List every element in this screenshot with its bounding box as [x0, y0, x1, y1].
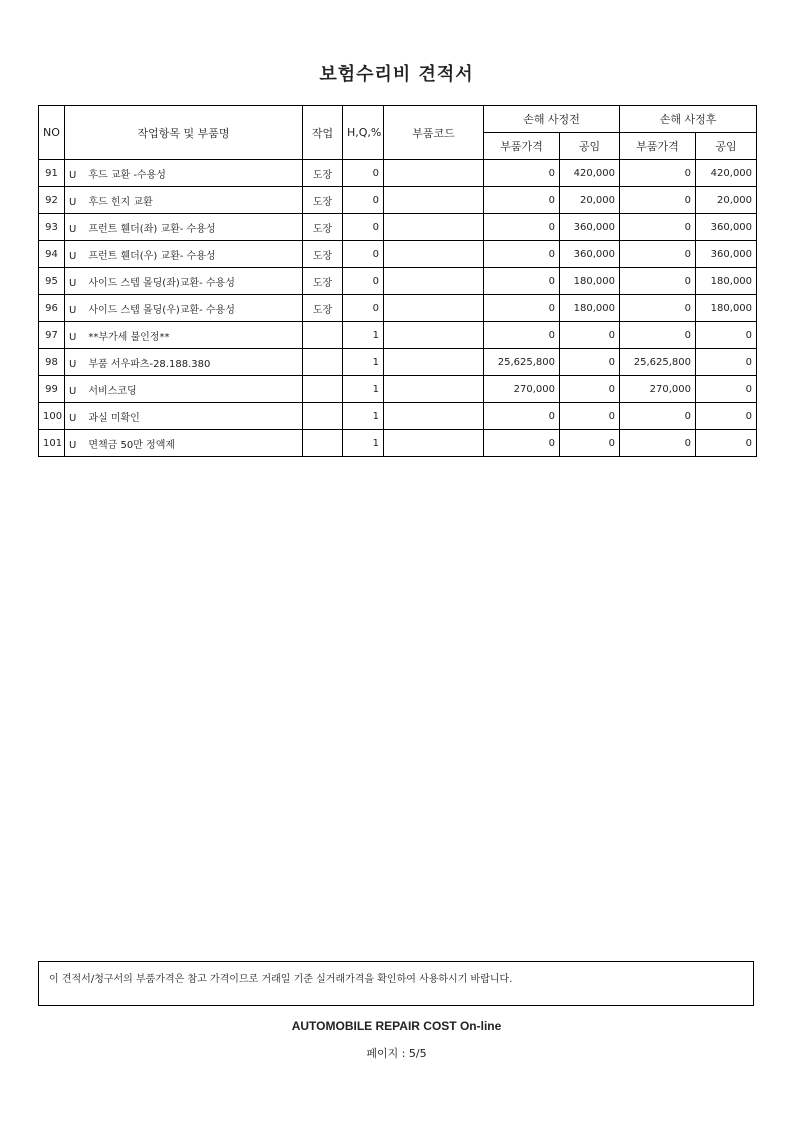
col-header-before-labor: 공임	[560, 133, 620, 160]
table-row	[39, 214, 757, 241]
row-flag: U	[69, 223, 77, 235]
row-flag: U	[69, 439, 77, 451]
row-flag: U	[69, 169, 77, 181]
row-after-part-price: 0	[620, 187, 696, 214]
row-work	[303, 430, 343, 457]
row-item-name: 서비스코딩	[88, 385, 137, 397]
row-before-part-price: 0	[484, 241, 560, 268]
row-before-labor: 0	[560, 430, 620, 457]
row-no: 91	[39, 160, 65, 187]
row-before-part-price: 0	[484, 160, 560, 187]
row-part-code	[384, 160, 484, 187]
row-work	[303, 349, 343, 376]
row-part-code	[384, 214, 484, 241]
table-row	[39, 349, 757, 376]
row-before-part-price: 270,000	[484, 376, 560, 403]
col-header-after-labor: 공임	[696, 133, 757, 160]
row-item-name: 후드 교환 -수용성	[88, 169, 166, 181]
row-hq: 1	[343, 322, 384, 349]
table-row	[39, 268, 757, 295]
table-row	[39, 241, 757, 268]
row-no: 101	[39, 430, 65, 457]
row-before-part-price: 0	[484, 187, 560, 214]
row-flag: U	[69, 331, 77, 343]
row-item	[65, 430, 303, 457]
row-hq: 0	[343, 214, 384, 241]
row-no: 95	[39, 268, 65, 295]
row-part-code	[384, 430, 484, 457]
row-after-labor: 0	[696, 376, 757, 403]
row-work: 도장	[303, 160, 343, 187]
row-flag: U	[69, 250, 77, 262]
table-row	[39, 322, 757, 349]
row-flag: U	[69, 358, 77, 370]
row-after-labor: 0	[696, 430, 757, 457]
row-item	[65, 376, 303, 403]
document-title: 보험수리비 견적서	[319, 64, 474, 85]
row-before-labor: 420,000	[560, 160, 620, 187]
row-item-name: 프런트 휀더(좌) 교환- 수용성	[88, 223, 216, 235]
row-hq: 1	[343, 430, 384, 457]
row-before-labor: 360,000	[560, 214, 620, 241]
row-before-labor: 0	[560, 403, 620, 430]
col-header-item: 작업항목 및 부품명	[65, 106, 303, 160]
row-flag: U	[69, 385, 77, 397]
price-notice: 이 견적서/청구서의 부품가격은 참고 가격이므로 거래일 기준 실거래가격을 확인하여 사용하시기 바랍니다.	[38, 961, 754, 1006]
row-item-name: 과실 미확인	[88, 412, 140, 424]
row-hq: 1	[343, 403, 384, 430]
row-no: 99	[39, 376, 65, 403]
col-header-no: NO	[39, 106, 65, 160]
row-flag: U	[69, 304, 77, 316]
row-after-part-price: 270,000	[620, 376, 696, 403]
col-header-hq: H,Q,%	[343, 106, 384, 160]
row-after-part-price: 0	[620, 241, 696, 268]
table-row	[39, 187, 757, 214]
row-part-code	[384, 268, 484, 295]
row-item-name: 부품 서우파츠-28.188.380	[88, 358, 211, 370]
row-before-labor: 0	[560, 376, 620, 403]
row-after-part-price: 0	[620, 214, 696, 241]
row-flag: U	[69, 277, 77, 289]
col-header-before-adjust: 손해 사정전	[484, 106, 620, 133]
row-item	[65, 214, 303, 241]
row-item	[65, 268, 303, 295]
row-after-part-price: 0	[620, 322, 696, 349]
row-after-labor: 0	[696, 322, 757, 349]
row-after-part-price: 0	[620, 430, 696, 457]
row-after-labor: 420,000	[696, 160, 757, 187]
row-no: 94	[39, 241, 65, 268]
row-before-labor: 180,000	[560, 268, 620, 295]
row-after-part-price: 0	[620, 160, 696, 187]
row-after-labor: 20,000	[696, 187, 757, 214]
row-before-part-price: 0	[484, 214, 560, 241]
col-header-part-code: 부품코드	[384, 106, 484, 160]
row-before-part-price: 0	[484, 268, 560, 295]
row-after-labor: 0	[696, 349, 757, 376]
row-no: 93	[39, 214, 65, 241]
row-hq: 0	[343, 268, 384, 295]
row-hq: 0	[343, 295, 384, 322]
row-no: 96	[39, 295, 65, 322]
row-before-labor: 20,000	[560, 187, 620, 214]
row-work: 도장	[303, 241, 343, 268]
row-hq: 0	[343, 160, 384, 187]
row-item	[65, 295, 303, 322]
row-hq: 0	[343, 187, 384, 214]
estimate-rows	[39, 160, 757, 457]
row-before-part-price: 0	[484, 295, 560, 322]
row-work	[303, 403, 343, 430]
footer-brand: AUTOMOBILE REPAIR COST On-line	[291, 1019, 502, 1033]
row-work: 도장	[303, 295, 343, 322]
row-before-labor: 0	[560, 349, 620, 376]
row-item-name: **부가세 불인정**	[88, 331, 170, 343]
row-work: 도장	[303, 187, 343, 214]
table-row	[39, 295, 757, 322]
row-no: 98	[39, 349, 65, 376]
table-row	[39, 430, 757, 457]
page-number: 페이지 : 5/5	[366, 1047, 427, 1060]
row-part-code	[384, 322, 484, 349]
row-flag: U	[69, 412, 77, 424]
table-row	[39, 160, 757, 187]
row-part-code	[384, 241, 484, 268]
row-item-name: 사이드 스텝 몰딩(좌)교환- 수용성	[88, 277, 235, 289]
row-item-name: 후드 힌지 교환	[88, 196, 153, 208]
row-after-labor: 0	[696, 403, 757, 430]
estimate-table	[38, 105, 757, 457]
col-header-after-part-price: 부품가격	[620, 133, 696, 160]
row-part-code	[384, 403, 484, 430]
row-before-labor: 360,000	[560, 241, 620, 268]
row-after-labor: 360,000	[696, 241, 757, 268]
row-after-labor: 180,000	[696, 268, 757, 295]
row-hq: 1	[343, 349, 384, 376]
row-item-name: 프런트 휀더(우) 교환- 수용성	[88, 250, 216, 262]
row-item	[65, 349, 303, 376]
row-item	[65, 187, 303, 214]
table-row	[39, 376, 757, 403]
row-flag: U	[69, 196, 77, 208]
col-header-before-part-price: 부품가격	[484, 133, 560, 160]
table-row	[39, 403, 757, 430]
col-header-after-adjust: 손해 사정후	[620, 106, 757, 133]
row-before-part-price: 25,625,800	[484, 349, 560, 376]
row-no: 92	[39, 187, 65, 214]
row-after-part-price: 25,625,800	[620, 349, 696, 376]
row-item	[65, 403, 303, 430]
row-part-code	[384, 295, 484, 322]
row-part-code	[384, 349, 484, 376]
row-hq: 1	[343, 376, 384, 403]
row-before-part-price: 0	[484, 430, 560, 457]
row-work: 도장	[303, 214, 343, 241]
row-work	[303, 322, 343, 349]
row-after-part-price: 0	[620, 403, 696, 430]
row-work: 도장	[303, 268, 343, 295]
row-hq: 0	[343, 241, 384, 268]
row-before-labor: 180,000	[560, 295, 620, 322]
row-no: 97	[39, 322, 65, 349]
row-part-code	[384, 376, 484, 403]
row-before-part-price: 0	[484, 322, 560, 349]
row-item	[65, 160, 303, 187]
row-work	[303, 376, 343, 403]
row-no: 100	[39, 403, 65, 430]
col-header-work: 작업	[303, 106, 343, 160]
row-after-part-price: 0	[620, 268, 696, 295]
row-item	[65, 241, 303, 268]
row-before-part-price: 0	[484, 403, 560, 430]
row-item-name: 면책금 50만 정액제	[88, 439, 176, 451]
row-item-name: 사이드 스텝 몰딩(우)교환- 수용성	[88, 304, 235, 316]
row-before-labor: 0	[560, 322, 620, 349]
row-item	[65, 322, 303, 349]
row-part-code	[384, 187, 484, 214]
row-after-part-price: 0	[620, 295, 696, 322]
row-after-labor: 180,000	[696, 295, 757, 322]
row-after-labor: 360,000	[696, 214, 757, 241]
